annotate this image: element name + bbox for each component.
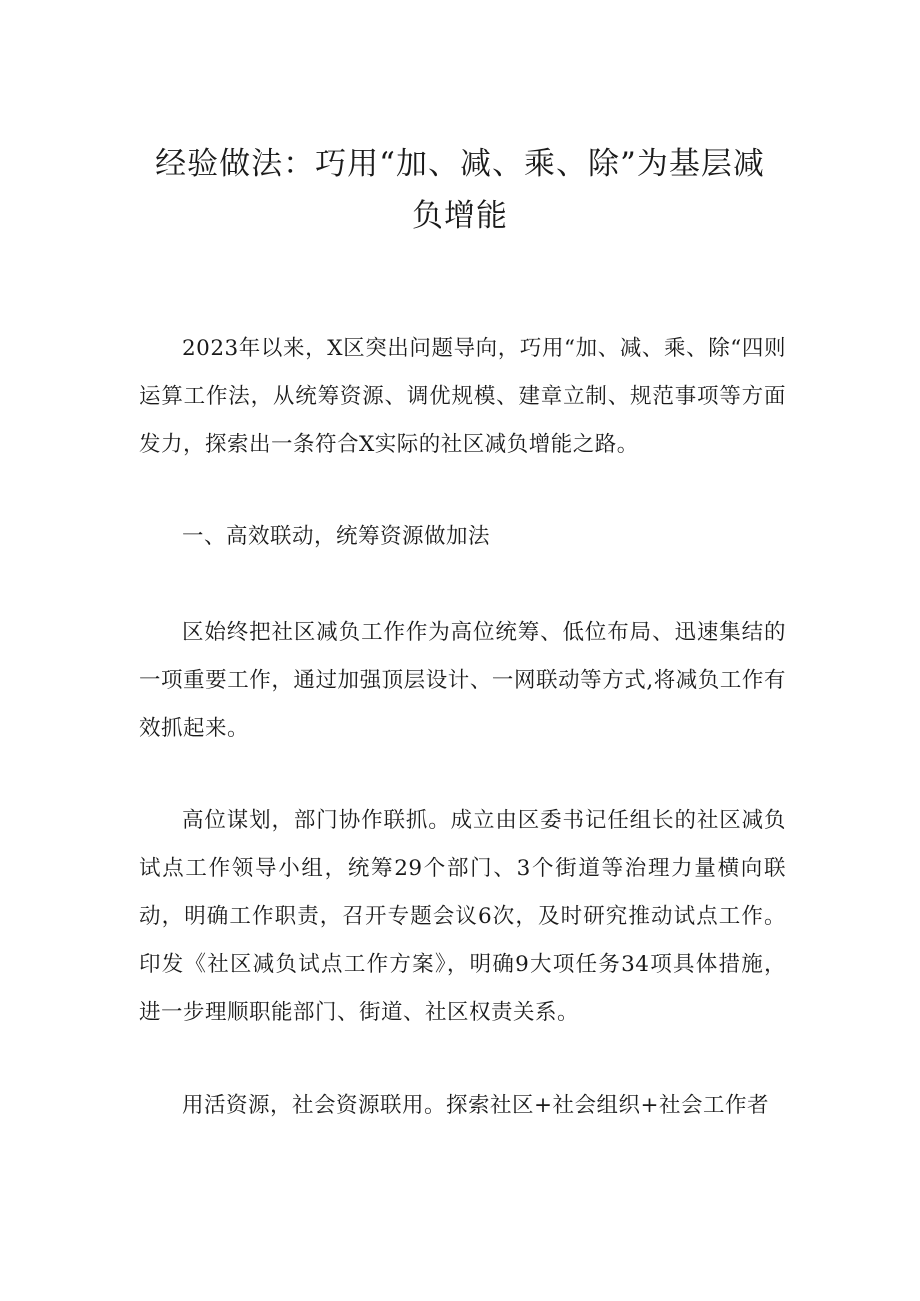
- section-intro-paragraph: 区始终把社区减负工作作为高位统筹、低位布局、迅速集结的一项重要工作，通过加强顶层设计、一网联动等方式,将减负工作有效抓起来。: [139, 620, 786, 741]
- high-level-planning-paragraph: 高位谋划，部门协作联抓。成立由区委书记任组长的社区减负试点工作领导小组，统筹29个部门、3个街道等治理力量横向联动，明确工作职责，召开专题会议6次，及时研究推动试点工作。印发《社区减负试点工作方案》，明确9大项任务34项具体措施，进一步理顺职能部门、街道、社区权责关系。: [139, 808, 786, 1025]
- resources-paragraph: 用活资源，社会资源联用。探索社区+社会组织+社会工作者: [182, 1093, 770, 1118]
- document-title: 经验做法：巧用“加、减、乘、除”为基层减负增能: [155, 146, 765, 234]
- intro-paragraph: 2023年以来，X区突出问题导向，巧用“加、减、乘、除“四则运算工作法，从统筹资源、调优规模、建章立制、规范事项等方面发力，探索出一条符合X实际的社区减负增能之路。: [139, 336, 786, 457]
- section-heading: 一、高效联动，统筹资源做加法: [182, 524, 491, 549]
